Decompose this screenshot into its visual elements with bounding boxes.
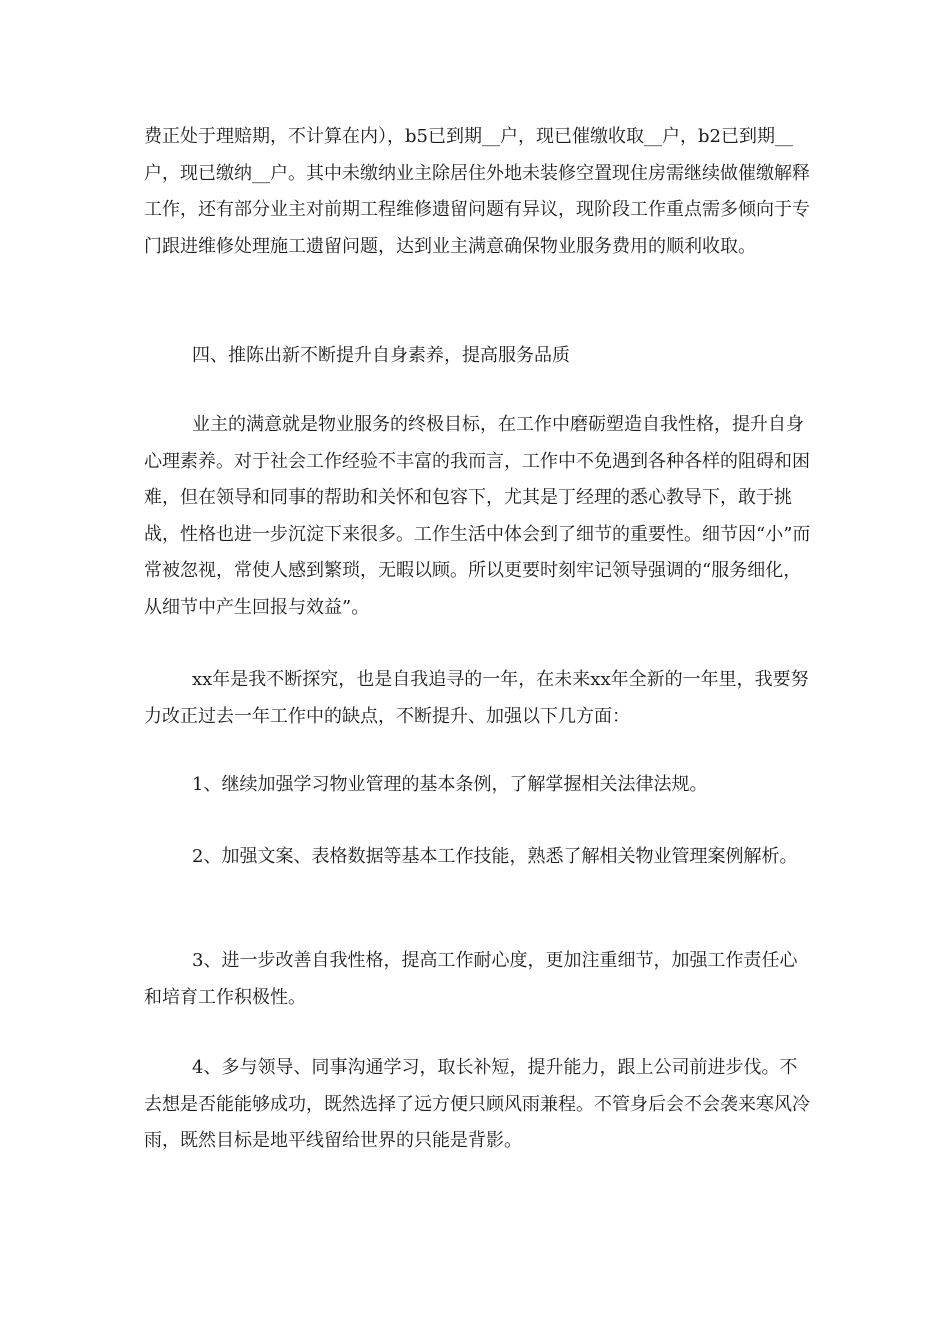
list-item-3: 3、进一步改善自我性格，提高工作耐心度，更加注重细节，加强工作责任心和培育工作积极性。	[144, 950, 798, 1008]
paragraph-year-plan: xx年是我不断探究，也是自我追寻的一年，在未来xx年全新的一年里，我要努力改正过去一年工作中的缺点，不断提升、加强以下几方面：	[144, 669, 809, 727]
paragraph-owner-satisfaction: 业主的满意就是物业服务的终极目标，在工作中磨砺塑造自我性格，提升自身心理素养。对于社会工作经验不丰富的我而言，工作中不免遇到各种各样的阻碍和困难，但在领导和同事的帮助和关怀和包容下，尤其是丁经理的悉心教导下，敢于挑战，性格也进一步沉淀下来很多。工作生活中体会到了细节的重要性。细节因“小”而常被忽视，常使人感到繁琐，无暇以顾。所以更要时刻牢记领导强调的“服务细化，从细节中产生回报与效益”。	[144, 414, 811, 618]
list-item-4: 4、多与领导、同事沟通学习，取长补短，提升能力，跟上公司前进步伐。不去想是否能能够成功，既然选择了远方便只顾风雨兼程。不管身后会不会袭来寒风冷雨，既然目标是地平线留给世界的只能是背影。	[144, 1057, 810, 1151]
section-heading-four: 四、推陈出新不断提升自身素养，提高服务品质	[192, 345, 570, 366]
paragraph-fee-collection: 费正处于理赔期，不计算在内），b5已到期__户，现已催缴收取__户，b2已到期__户，现已缴纳__户。其中未缴纳业主除居住外地未装修空置现住房需继续做催缴解释工作，还有部分业主对前期工程维修遗留问题有异议，现阶段工作重点需多倾向于专门跟进维修处理施工遗留问题，达到业主满意确保物业服务费用的顺利收取。	[144, 126, 810, 257]
list-item-2: 2、加强文案、表格数据等基本工作技能，熟悉了解相关物业管理案例解析。	[192, 846, 798, 867]
list-item-1: 1、继续加强学习物业管理的基本条例，了解掌握相关法律法规。	[192, 774, 708, 795]
